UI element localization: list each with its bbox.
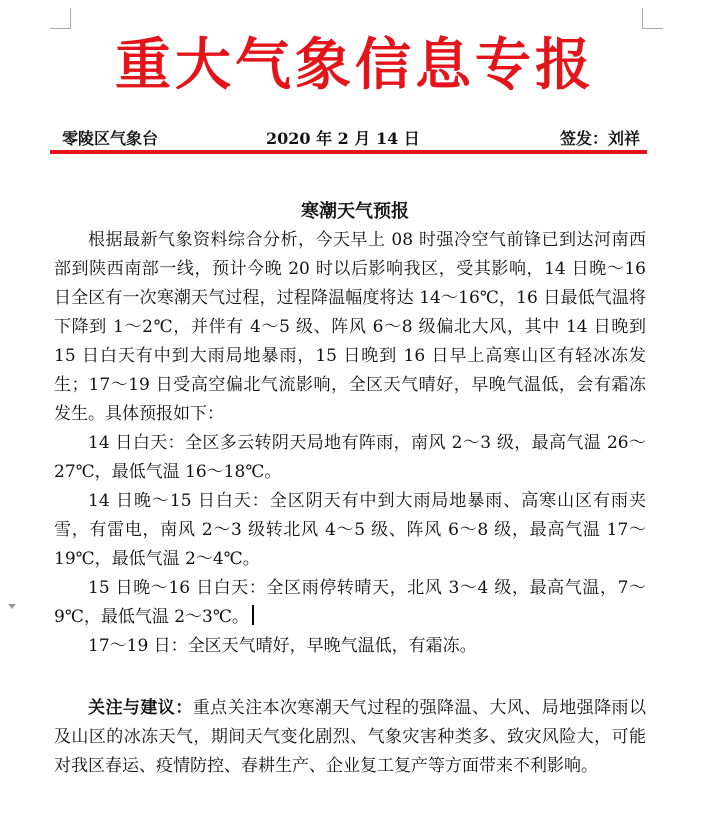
paragraph-forecast-14-night[interactable]: 14 日晚～15 日白天：全区阴天有中到大雨局地暴雨、高寒山区有雨夹雪，有雷电，南风 2～3 级转北风 4～5 级、阵风 6～8 级，最高气温 17～19℃，最低气温 2～4℃。 (54, 491, 646, 569)
blank-line (54, 661, 646, 694)
paragraph-forecast-17-19[interactable]: 17～19 日：全区天气晴好，早晚气温低，有霜冻。 (88, 636, 477, 656)
paragraph-forecast-14-day[interactable]: 14 日白天：全区多云转阴天局地有阵雨，南风 2～3 级，最高气温 26～27℃，最低气温 16～18℃。 (54, 433, 646, 482)
notice-text[interactable]: 重点关注本次寒潮天气过程的强降温、大风、局地强降雨以及山区的冰冻天气，期间天气变化剧烈、气象灾害种类多、致灾风险大，可能对我区春运、疫情防控、春耕生产、企业复工复产等方面带来不利影响。 (54, 698, 647, 776)
notice-label: 关注与建议： (88, 698, 193, 718)
document-title: 寒潮天气预报 (301, 201, 409, 222)
issue-info-line (54, 124, 648, 148)
red-divider-rule (50, 150, 647, 154)
document-body[interactable] (54, 226, 646, 781)
forecast-15-night-text[interactable]: 15 日晚～16 日白天：全区雨停转晴天，北风 3～4 级，最高气温，7～9℃，最低气温 2～3℃。 (54, 578, 646, 627)
issuer: 零陵区气象台 (62, 129, 159, 148)
crop-mark-top-right (642, 8, 663, 29)
paragraph-forecast-15-night[interactable] (54, 574, 646, 632)
text-cursor (252, 605, 254, 625)
paragraph-notice[interactable] (54, 694, 646, 781)
crop-mark-top-left (50, 8, 71, 29)
issue-date: 2020 年 2 月 14 日 (266, 129, 420, 148)
signer: 签发：刘祥 (559, 129, 640, 148)
margin-marker-icon (8, 604, 16, 609)
paragraph-intro[interactable]: 根据最新气象资料综合分析，今天早上 08 时强冷空气前锋已到达河南西部到陕西南部一线，预计今晚 20 时以后影响我区，受其影响，14 日晚～16 日全区有一次寒潮天气过程，过程降温幅度将达 14～16℃，16 日最低气温将下降到 1～2℃，并伴有 4～5 级、阵风 6～8 级偏北大风，其中 14 日晚到 15 日白天有中到大雨局地暴雨，15 日晚到 16 日早上高寒山区有轻冰冻发生；17～19 日受高空偏北气流影响，全区天气晴好，早晚气温低，会有霜冻发生。具体预报如下： (54, 230, 646, 424)
report-headline: 重大气象信息专报 (115, 33, 595, 98)
